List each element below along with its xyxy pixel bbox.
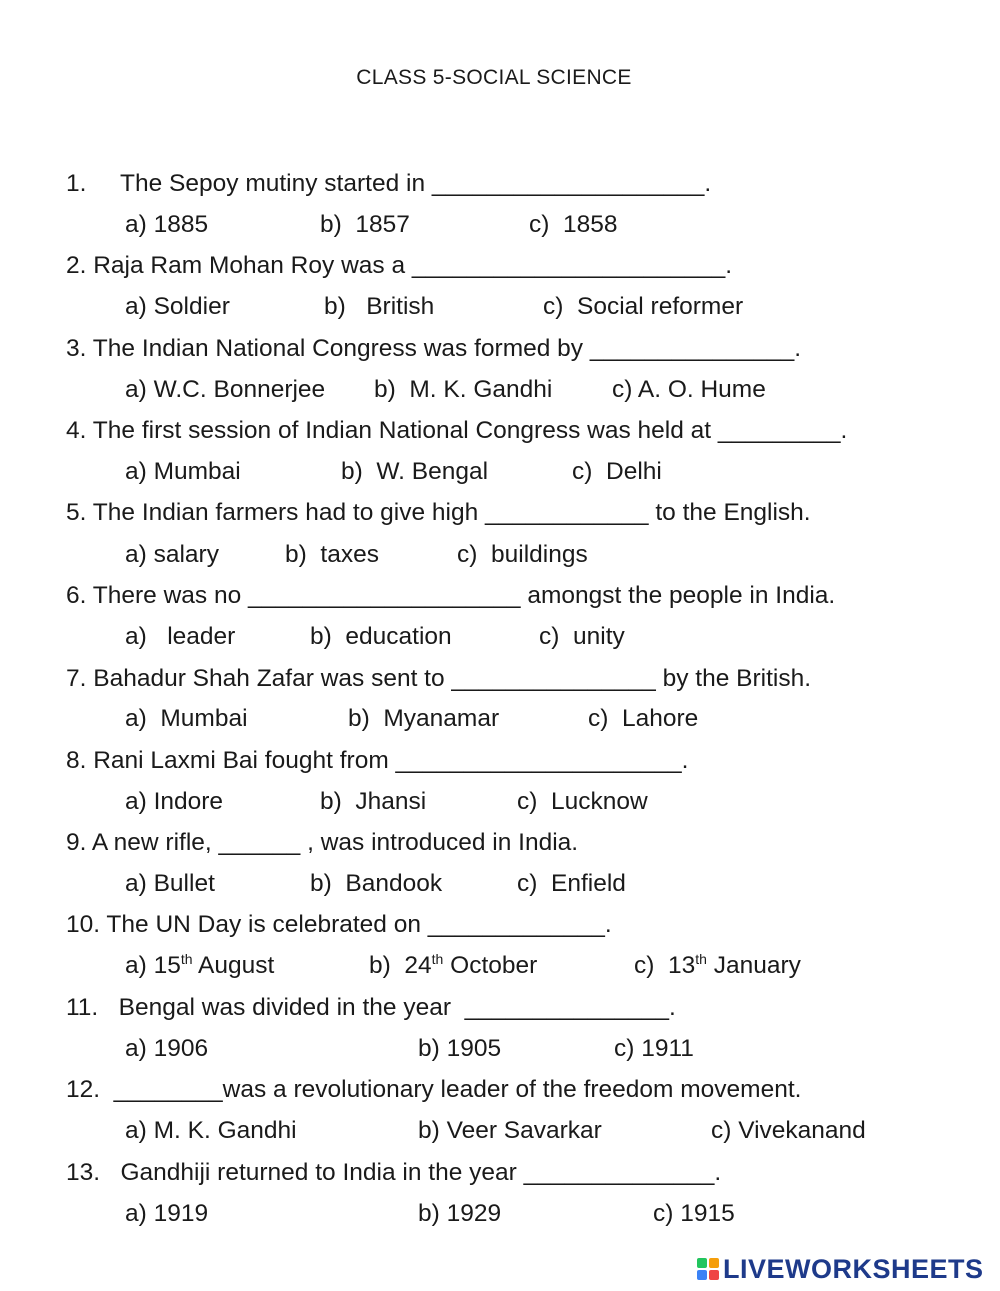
brand-name: LIVEWORKSHEETS (723, 1253, 984, 1284)
q11-option-b: b) 1905 (418, 1035, 502, 1062)
q9-option-b: b) Bandook (310, 870, 443, 897)
q3-option-c: c) A. O. Hume (612, 376, 766, 403)
q12-option-c: c) Vivekanand (711, 1117, 866, 1144)
q4-option-b: b) W. Bengal (341, 458, 489, 485)
q8-option-a: a) Indore (125, 788, 224, 815)
q13-option-a: a) 1919 (125, 1200, 209, 1227)
q8-option-b: b) Jhansi (320, 788, 427, 815)
question-8: 8. Rani Laxmi Bai fought from _____________________. (66, 747, 689, 774)
question-12: 12. ________was a revolutionary leader of the freedom movement. (66, 1076, 802, 1103)
q4-option-a: a) Mumbai (125, 458, 241, 485)
q2-option-b: b) British (324, 293, 435, 320)
q5-option-b: b) taxes (285, 541, 379, 568)
q11-option-a: a) 1906 (125, 1035, 209, 1062)
q10-option-a: a) 15th August (125, 951, 275, 979)
question-2: 2. Raja Ram Mohan Roy was a _______________________. (66, 252, 733, 279)
q13-option-c: c) 1915 (653, 1200, 735, 1227)
q12-option-a: a) M. K. Gandhi (125, 1117, 297, 1144)
q6-option-b: b) education (310, 623, 452, 650)
q7-option-c: c) Lahore (588, 705, 699, 732)
q9-option-a: a) Bullet (125, 870, 215, 897)
q1-option-a: a) 1885 (125, 211, 209, 238)
q5-option-c: c) buildings (457, 541, 588, 568)
q6-option-c: c) unity (539, 623, 625, 650)
q2-option-c: c) Social reformer (543, 293, 744, 320)
liveworksheets-logo[interactable] (697, 1253, 984, 1285)
question-9: 9. A new rifle, ______ , was introduced in India. (66, 829, 579, 856)
logo-tiles-icon (697, 1258, 719, 1280)
q7-option-b: b) Myanamar (348, 705, 500, 732)
question-6: 6. There was no ____________________ amongst the people in India. (66, 582, 836, 609)
q3-option-b: b) M. K. Gandhi (374, 376, 553, 403)
question-3: 3. The Indian National Congress was formed by _______________. (66, 335, 802, 362)
q7-option-a: a) Mumbai (125, 705, 248, 732)
q2-option-a: a) Soldier (125, 293, 230, 320)
question-5: 5. The Indian farmers had to give high ____________ to the English. (66, 499, 811, 526)
q9-option-c: c) Enfield (517, 870, 626, 897)
q12-option-b: b) Veer Savarkar (418, 1117, 602, 1144)
q10-option-c: c) 13th January (634, 951, 801, 979)
question-1: 1. The Sepoy mutiny started in ____________________. (66, 170, 712, 197)
question-13: 13. Gandhiji returned to India in the year ______________. (66, 1159, 722, 1186)
q3-option-a: a) W.C. Bonnerjee (125, 376, 326, 403)
q5-option-a: a) salary (125, 541, 219, 568)
question-10: 10. The UN Day is celebrated on _____________. (66, 911, 612, 938)
q1-option-b: b) 1857 (320, 211, 410, 238)
question-7: 7. Bahadur Shah Zafar was sent to _______________ by the British. (66, 665, 812, 692)
q1-option-c: c) 1858 (529, 211, 618, 238)
q10-option-b: b) 24th October (369, 951, 538, 979)
q11-option-c: c) 1911 (614, 1035, 694, 1062)
page-title: CLASS 5-SOCIAL SCIENCE (356, 66, 632, 89)
q13-option-b: b) 1929 (418, 1200, 502, 1227)
q6-option-a: a) leader (125, 623, 236, 650)
question-4: 4. The first session of Indian National Congress was held at _________. (66, 417, 848, 444)
question-11: 11. Bengal was divided in the year _______________. (66, 994, 676, 1021)
q8-option-c: c) Lucknow (517, 788, 648, 815)
q4-option-c: c) Delhi (572, 458, 662, 485)
